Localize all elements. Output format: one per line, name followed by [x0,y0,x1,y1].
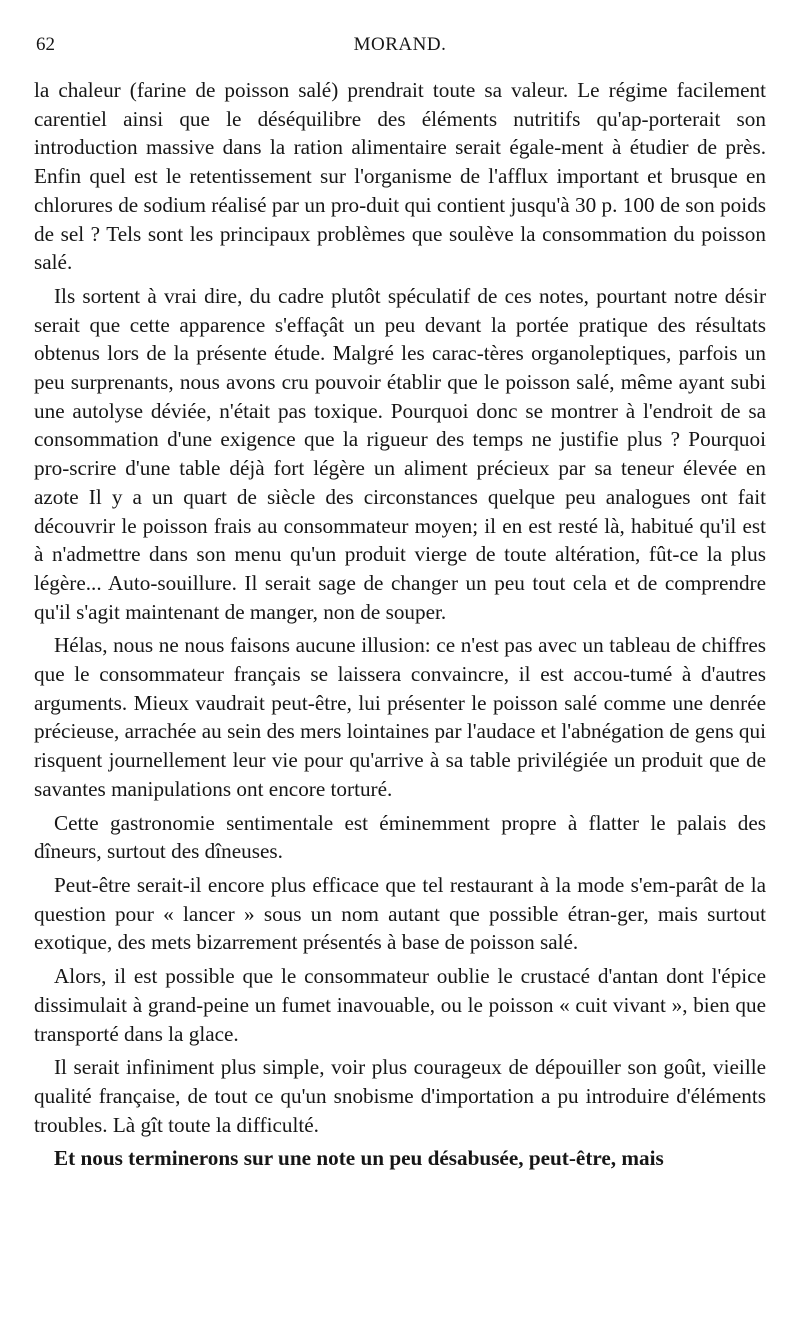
page-header [34,30,766,60]
paragraph-2: Ils sortent à vrai dire, du cadre plutôt spéculatif de ces notes, pourtant notre désir serait que cette apparence s'effaçât un peu devant la portée pratique des résultats obtenus lors de la présente étude. Malgré les carac-tères organoleptiques, parfois un peu surprenants, nous avons cru pouvoir établir que le poisson salé, même ayant subi une autolyse déviée, n'était pas toxique. Pourquoi donc se montrer à l'endroit de sa consommation d'une exigence que la rigueur des temps ne justifie plus ? Pourquoi pro-scrire d'une table déjà fort légère un aliment précieux par sa teneur élevée en azote Il y a un quart de siècle des circonstances quelque peu analogues ont fait découvrir le poisson frais au consommateur moyen; il en est resté là, habitué qu'il est à n'admettre dans son menu qu'un produit vierge de toute altération, fût-ce la plus légère... Auto-souillure. Il serait sage de changer un peu tout cela et de comprendre qu'il s'agit maintenant de manger, non de souper. [34,283,766,624]
running-title: MORAND. [353,34,447,55]
paragraph-8: Et nous terminerons sur une note un peu désabusée, peut-être, mais [54,1146,664,1171]
paragraph-7: Il serait infiniment plus simple, voir plus courageux de dépouiller son goût, vieille qualité française, de tout ce qu'un snobisme d'importation a pu introduire d'éléments troubles. Là gît toute la difficulté. [34,1055,766,1137]
paragraph-6: Alors, il est possible que le consommateur oublie le crustacé d'antan dont l'épice dissimulait à grand-peine un fumet inavouable, ou le poisson « cuit vivant », bien que transporté dans la glace. [34,964,766,1046]
paragraph-1: la chaleur (farine de poisson salé) prendrait toute sa valeur. Le régime facilement carentiel ainsi que le déséquilibre des éléments nutritifs qu'ap-porterait son introduction massive dans la ration alimentaire serait égale-ment à étudier de près. Enfin quel est le retentissement sur l'organisme de l'afflux important et brusque en chlorures de sodium réalisé par un pro-duit qui contient jusqu'à 30 p. 100 de son poids de sel ? Tels sont les principaux problèmes que soulève la consommation du poisson salé. [34,78,766,275]
paragraph-3: Hélas, nous ne nous faisons aucune illusion: ce n'est pas avec un tableau de chiffres que le consommateur français se laissera convaincre, il est accou-tumé à d'autres arguments. Mieux vaudrait peut-être, lui présenter le poisson salé comme une denrée précieuse, arrachée au sein des mers lointaines par l'audace et l'abnégation de gens qui risquent journellement leur vie pour qu'arrive à sa table privilégiée un produit que de savantes manipulations ont encore torturé. [34,633,766,801]
paragraph-4: Cette gastronomie sentimentale est éminemment propre à flatter le palais des dîneurs, surtout des dîneuses. [34,810,766,864]
body-text [34,76,766,1173]
document-page [34,30,766,1173]
paragraph-5: Peut-être serait-il encore plus efficace que tel restaurant à la mode s'em-parât de la question pour « lancer » sous un nom autant que possible étran-ger, mais surtout exotique, des mets bizarrement présentés à base de poisson salé. [34,872,766,955]
page-number: 62 [36,34,55,55]
